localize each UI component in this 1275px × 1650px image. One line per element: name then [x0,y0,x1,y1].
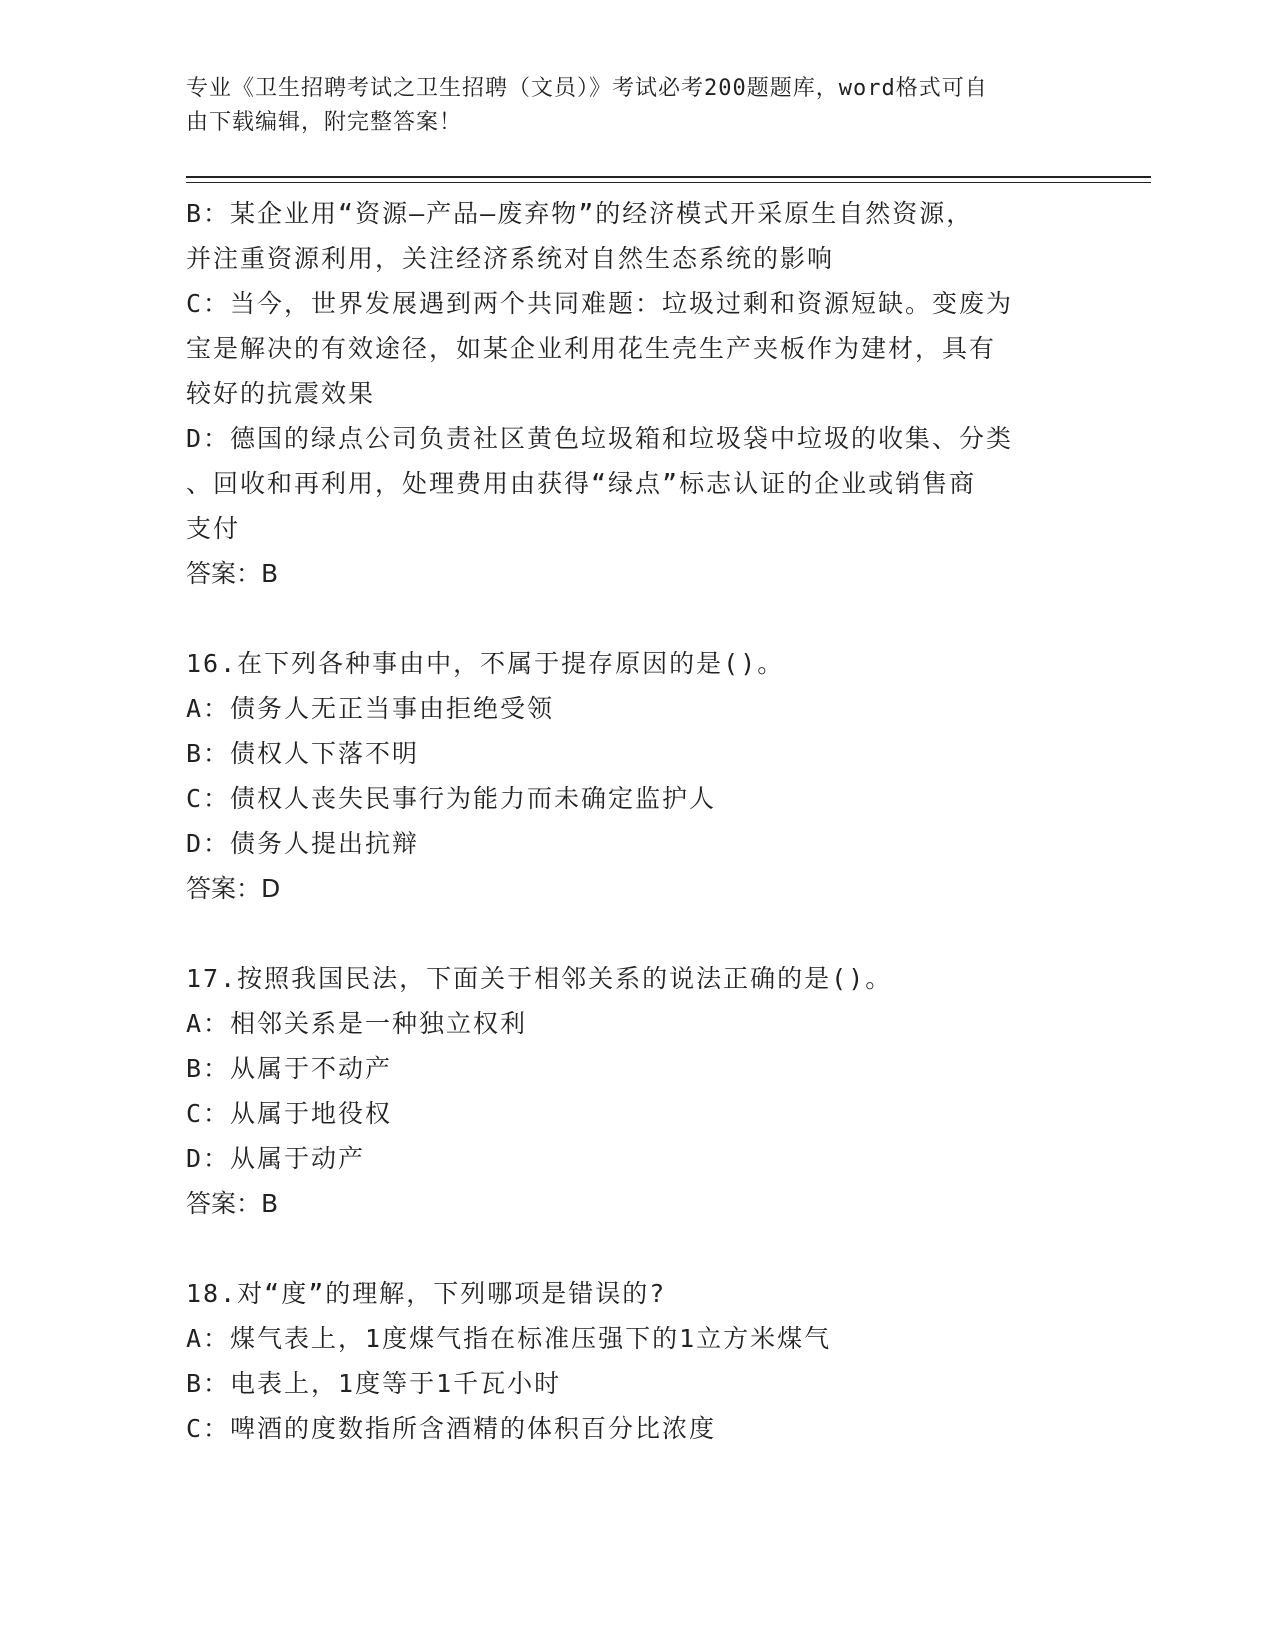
option-b: B：债权人下落不明 [186,739,420,768]
option-c-line: 宝是解决的有效途径，如某企业利用花生壳生产夹板作为建材，具有 [186,334,997,363]
header-divider-thin [186,182,1151,183]
option-d-line: 、回收和再利用，处理费用由获得“绿点”标志认证的企业或销售商 [186,469,977,498]
header-divider [186,176,1151,178]
question-stem: 17.按照我国民法，下面关于相邻关系的说法正确的是()。 [186,964,893,993]
question-stem: 16.在下列各种事由中，不属于提存原因的是()。 [186,649,785,678]
question-18 [186,1271,1066,1451]
option-d-line: 支付 [186,514,241,543]
option-c-line: C：当今，世界发展遇到两个共同难题：垃圾过剩和资源短缺。变废为 [186,289,1014,318]
option-a: A：煤气表上，1度煤气指在标准压强下的1立方米煤气 [186,1324,832,1353]
option-d: D：从属于动产 [186,1144,366,1173]
option-a: A：相邻关系是一种独立权利 [186,1009,528,1038]
option-b: B：电表上，1度等于1千瓦小时 [186,1369,562,1398]
option-b: B：从属于不动产 [186,1054,393,1083]
carryover-question [186,191,1066,596]
document-header [186,72,1066,140]
answer-line: 答案：D [186,874,281,903]
question-16 [186,641,1066,911]
option-d: D：债务人提出抗辩 [186,829,420,858]
option-b-line: B：某企业用“资源—产品—废弃物”的经济模式开采原生自然资源， [186,199,974,228]
option-b-line: 并注重资源利用，关注经济系统对自然生态系统的影响 [186,244,835,273]
option-c: C：啤酒的度数指所含酒精的体积百分比浓度 [186,1414,717,1443]
header-line: 由下载编辑，附完整答案！ [186,110,463,135]
answer-line: 答案：B [186,559,279,588]
header-line: 专业《卫生招聘考试之卫生招聘（文员）》考试必考200题题库，word格式可自 [186,76,988,101]
question-stem: 18.对“度”的理解，下列哪项是错误的? [186,1279,667,1308]
answer-line: 答案：B [186,1189,279,1218]
option-c-line: 较好的抗震效果 [186,379,376,408]
document-body [186,191,1066,1451]
question-17 [186,956,1066,1226]
option-d-line: D：德国的绿点公司负责社区黄色垃圾箱和垃圾袋中垃圾的收集、分类 [186,424,1014,453]
option-c: C：从属于地役权 [186,1099,393,1128]
option-a: A：债务人无正当事由拒绝受领 [186,694,555,723]
option-c: C：债权人丧失民事行为能力而未确定监护人 [186,784,717,813]
